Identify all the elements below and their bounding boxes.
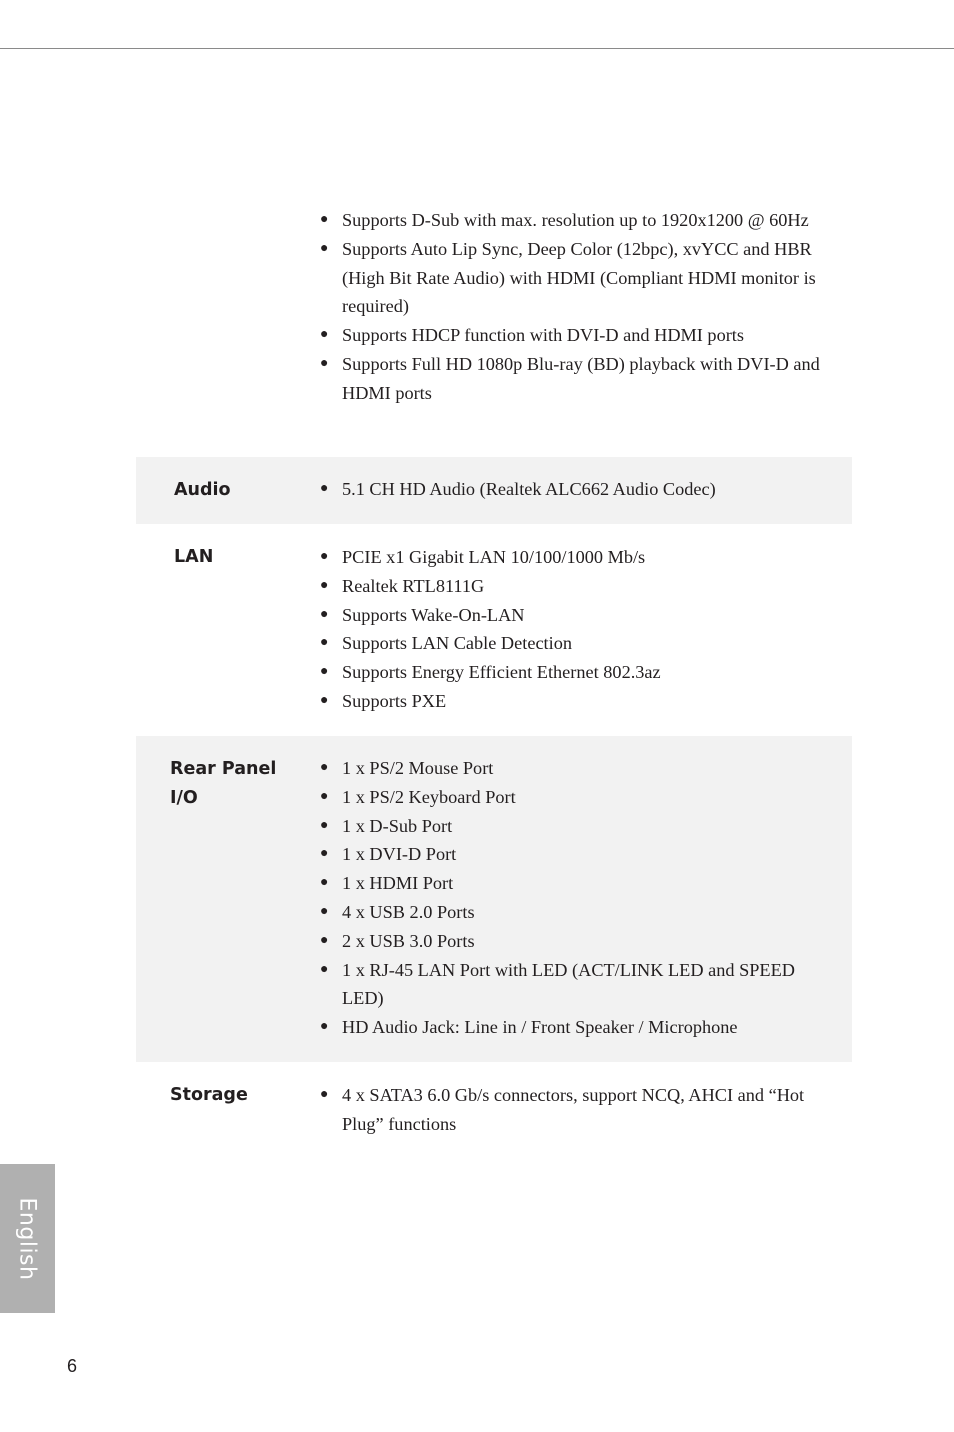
list-item: ● Supports LAN Cable Detection [320,629,830,658]
bullet-icon: ● [320,760,329,775]
spec-list [320,1081,830,1139]
bullet-icon: ● [320,932,329,948]
list-item: ● 4 x SATA3 6.0 Gb/s connectors, support NCQ, AHCI and “Hot Plug” functions [320,1081,830,1139]
bullet-icon: ● [320,903,329,919]
spec-list [320,206,830,408]
bullet-icon: ● [320,846,329,862]
spec-label-lan: LAN [174,547,214,567]
bullet-icon: ● [320,212,329,227]
list-item: ● Supports D-Sub with max. resolution up to 1920x1200 @ 60Hz [320,206,830,235]
spec-row-storage [136,1062,852,1152]
header-rule [0,48,954,49]
list-item: ● Supports Auto Lip Sync, Deep Color (12bpc), xvYCC and HBR (High Bit Rate Audio) with HDMI (Compliant HDMI monitor is required) [320,235,830,321]
spec-label-storage: Storage [170,1085,248,1105]
list-item: ● Realtek RTL8111G [320,572,830,601]
spec-row-audio [136,457,852,524]
list-item: ● 5.1 CH HD Audio (Realtek ALC662 Audio Codec) [320,475,830,504]
bullet-icon: ● [320,875,329,891]
bullet-icon: ● [320,788,329,804]
bullet-icon: ● [320,355,329,371]
language-side-tab-label: English [14,1197,40,1281]
spec-list [320,475,830,504]
list-item: ● Supports HDCP function with DVI-D and HDMI ports [320,321,830,350]
list-item: ● 2 x USB 3.0 Ports [320,927,830,956]
list-item: ● Supports Wake-On-LAN [320,601,830,630]
list-item: ● 1 x DVI-D Port [320,840,830,869]
list-item: ● 1 x D-Sub Port [320,812,830,841]
bullet-icon: ● [320,961,329,977]
bullet-icon: ● [320,481,329,496]
bullet-icon: ● [320,327,329,343]
spec-row-lan [136,524,852,736]
bullet-icon: ● [320,1019,329,1035]
list-item: ● 1 x HDMI Port [320,869,830,898]
spec-row-rear-panel-io [136,736,852,1062]
list-item: ● 1 x PS/2 Keyboard Port [320,783,830,812]
page-number: 6 [67,1356,78,1376]
bullet-icon: ● [320,240,329,256]
list-item: ● Supports Energy Efficient Ethernet 802.3az [320,658,830,687]
list-item: ● HD Audio Jack: Line in / Front Speaker / Microphone [320,1013,830,1042]
bullet-icon: ● [320,692,329,708]
spec-label-rear-panel-io: Rear Panel I/O [170,759,277,808]
bullet-icon: ● [320,635,329,651]
bullet-icon: ● [320,664,329,680]
bullet-icon: ● [320,606,329,622]
language-side-tab [0,1164,55,1313]
bullet-icon: ● [320,817,329,833]
spec-label-audio: Audio [174,480,231,500]
bullet-icon: ● [320,1087,329,1102]
spec-row-graphics-continued [136,205,852,455]
bullet-icon: ● [320,549,329,564]
list-item: ● 1 x PS/2 Mouse Port [320,754,830,783]
list-item: ● PCIE x1 Gigabit LAN 10/100/1000 Mb/s [320,543,830,572]
list-item: ● 4 x USB 2.0 Ports [320,898,830,927]
spec-list [320,754,830,1042]
list-item: ● Supports Full HD 1080p Blu-ray (BD) playback with DVI-D and HDMI ports [320,350,830,408]
spec-list [320,543,830,716]
list-item: ● Supports PXE [320,687,830,716]
list-item: ● 1 x RJ-45 LAN Port with LED (ACT/LINK LED and SPEED LED) [320,956,830,1014]
bullet-icon: ● [320,577,329,593]
